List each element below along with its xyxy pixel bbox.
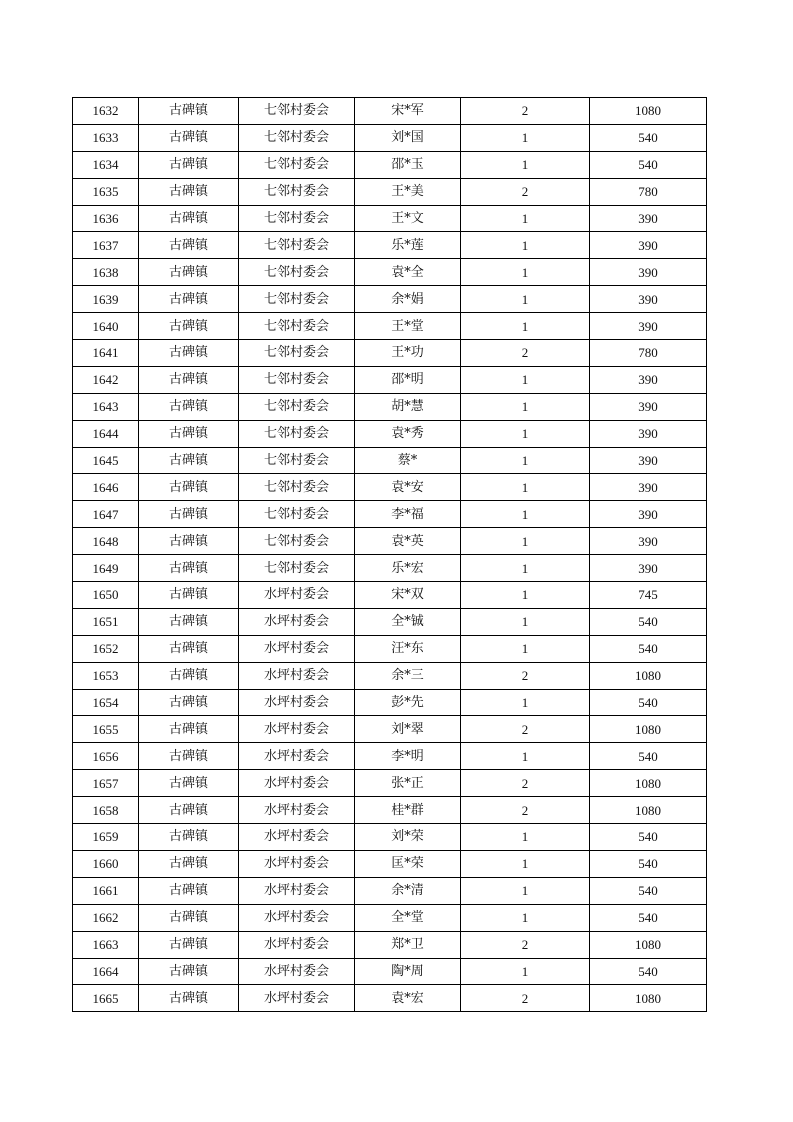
cell-row-number: 1655 — [73, 716, 139, 743]
cell-village-committee: 水坪村委会 — [239, 877, 355, 904]
cell-household-count: 1 — [461, 824, 590, 851]
cell-household-count: 1 — [461, 393, 590, 420]
cell-town-name: 古碑镇 — [139, 850, 239, 877]
cell-amount: 390 — [590, 205, 707, 232]
cell-row-number: 1637 — [73, 232, 139, 259]
cell-household-count: 1 — [461, 286, 590, 313]
table-row — [73, 259, 707, 286]
cell-town-name: 古碑镇 — [139, 232, 239, 259]
cell-town-name: 古碑镇 — [139, 528, 239, 555]
cell-town-name: 古碑镇 — [139, 743, 239, 770]
cell-person-name: 袁*英 — [355, 528, 461, 555]
cell-row-number: 1648 — [73, 528, 139, 555]
cell-household-count: 2 — [461, 178, 590, 205]
cell-household-count: 1 — [461, 904, 590, 931]
cell-amount: 390 — [590, 474, 707, 501]
cell-town-name: 古碑镇 — [139, 958, 239, 985]
cell-household-count: 1 — [461, 528, 590, 555]
cell-household-count: 2 — [461, 662, 590, 689]
cell-village-committee: 水坪村委会 — [239, 608, 355, 635]
cell-row-number: 1635 — [73, 178, 139, 205]
cell-person-name: 刘*荣 — [355, 824, 461, 851]
cell-village-committee: 七邻村委会 — [239, 447, 355, 474]
cell-row-number: 1639 — [73, 286, 139, 313]
cell-household-count: 1 — [461, 205, 590, 232]
table-row — [73, 447, 707, 474]
table-row — [73, 582, 707, 609]
cell-row-number: 1634 — [73, 151, 139, 178]
cell-amount: 390 — [590, 555, 707, 582]
cell-amount: 390 — [590, 528, 707, 555]
cell-village-committee: 七邻村委会 — [239, 259, 355, 286]
cell-person-name: 宋*军 — [355, 98, 461, 125]
cell-row-number: 1651 — [73, 608, 139, 635]
cell-village-committee: 七邻村委会 — [239, 366, 355, 393]
cell-amount: 390 — [590, 259, 707, 286]
cell-row-number: 1653 — [73, 662, 139, 689]
cell-town-name: 古碑镇 — [139, 474, 239, 501]
cell-household-count: 1 — [461, 232, 590, 259]
cell-row-number: 1636 — [73, 205, 139, 232]
cell-amount: 1080 — [590, 770, 707, 797]
cell-amount: 780 — [590, 178, 707, 205]
cell-amount: 540 — [590, 850, 707, 877]
table-row — [73, 716, 707, 743]
cell-town-name: 古碑镇 — [139, 393, 239, 420]
cell-amount: 540 — [590, 635, 707, 662]
cell-household-count: 1 — [461, 474, 590, 501]
cell-town-name: 古碑镇 — [139, 662, 239, 689]
table-row — [73, 340, 707, 367]
cell-amount: 390 — [590, 447, 707, 474]
cell-village-committee: 水坪村委会 — [239, 689, 355, 716]
cell-row-number: 1638 — [73, 259, 139, 286]
cell-town-name: 古碑镇 — [139, 366, 239, 393]
table-row — [73, 958, 707, 985]
cell-amount: 540 — [590, 904, 707, 931]
cell-town-name: 古碑镇 — [139, 824, 239, 851]
cell-village-committee: 水坪村委会 — [239, 985, 355, 1012]
cell-person-name: 袁*全 — [355, 259, 461, 286]
cell-household-count: 1 — [461, 958, 590, 985]
cell-village-committee: 七邻村委会 — [239, 501, 355, 528]
cell-household-count: 1 — [461, 420, 590, 447]
cell-town-name: 古碑镇 — [139, 124, 239, 151]
table-row — [73, 824, 707, 851]
table-row — [73, 205, 707, 232]
cell-household-count: 2 — [461, 797, 590, 824]
cell-village-committee: 水坪村委会 — [239, 904, 355, 931]
cell-amount: 745 — [590, 582, 707, 609]
cell-town-name: 古碑镇 — [139, 985, 239, 1012]
table-row — [73, 528, 707, 555]
cell-person-name: 桂*群 — [355, 797, 461, 824]
table-row — [73, 232, 707, 259]
cell-amount: 390 — [590, 393, 707, 420]
cell-amount: 540 — [590, 743, 707, 770]
cell-person-name: 袁*安 — [355, 474, 461, 501]
cell-amount: 540 — [590, 877, 707, 904]
cell-town-name: 古碑镇 — [139, 904, 239, 931]
cell-village-committee: 水坪村委会 — [239, 797, 355, 824]
cell-household-count: 1 — [461, 877, 590, 904]
cell-person-name: 张*正 — [355, 770, 461, 797]
table-row — [73, 931, 707, 958]
cell-town-name: 古碑镇 — [139, 635, 239, 662]
cell-household-count: 1 — [461, 313, 590, 340]
cell-person-name: 陶*周 — [355, 958, 461, 985]
cell-town-name: 古碑镇 — [139, 716, 239, 743]
table-row — [73, 98, 707, 125]
cell-amount: 390 — [590, 366, 707, 393]
cell-town-name: 古碑镇 — [139, 608, 239, 635]
data-table — [72, 97, 707, 1012]
cell-row-number: 1665 — [73, 985, 139, 1012]
cell-village-committee: 水坪村委会 — [239, 716, 355, 743]
cell-village-committee: 水坪村委会 — [239, 824, 355, 851]
cell-row-number: 1660 — [73, 850, 139, 877]
table-row — [73, 555, 707, 582]
cell-amount: 390 — [590, 286, 707, 313]
cell-person-name: 王*堂 — [355, 313, 461, 340]
cell-town-name: 古碑镇 — [139, 259, 239, 286]
cell-person-name: 乐*莲 — [355, 232, 461, 259]
cell-amount: 540 — [590, 958, 707, 985]
cell-amount: 1080 — [590, 716, 707, 743]
table-body — [73, 98, 707, 1012]
cell-household-count: 2 — [461, 931, 590, 958]
cell-row-number: 1663 — [73, 931, 139, 958]
cell-village-committee: 水坪村委会 — [239, 743, 355, 770]
cell-person-name: 全*铖 — [355, 608, 461, 635]
cell-person-name: 李*明 — [355, 743, 461, 770]
table-row — [73, 904, 707, 931]
cell-town-name: 古碑镇 — [139, 447, 239, 474]
cell-person-name: 王*美 — [355, 178, 461, 205]
cell-row-number: 1644 — [73, 420, 139, 447]
table-row — [73, 501, 707, 528]
cell-village-committee: 七邻村委会 — [239, 340, 355, 367]
cell-village-committee: 七邻村委会 — [239, 313, 355, 340]
cell-row-number: 1646 — [73, 474, 139, 501]
cell-town-name: 古碑镇 — [139, 770, 239, 797]
cell-person-name: 郑*卫 — [355, 931, 461, 958]
cell-amount: 390 — [590, 420, 707, 447]
cell-row-number: 1654 — [73, 689, 139, 716]
table-row — [73, 743, 707, 770]
cell-town-name: 古碑镇 — [139, 205, 239, 232]
cell-row-number: 1649 — [73, 555, 139, 582]
cell-person-name: 邵*玉 — [355, 151, 461, 178]
cell-household-count: 1 — [461, 259, 590, 286]
cell-person-name: 乐*宏 — [355, 555, 461, 582]
cell-row-number: 1657 — [73, 770, 139, 797]
table-row — [73, 393, 707, 420]
cell-amount: 1080 — [590, 985, 707, 1012]
cell-town-name: 古碑镇 — [139, 797, 239, 824]
cell-town-name: 古碑镇 — [139, 555, 239, 582]
cell-town-name: 古碑镇 — [139, 178, 239, 205]
cell-person-name: 胡*慧 — [355, 393, 461, 420]
cell-town-name: 古碑镇 — [139, 98, 239, 125]
cell-person-name: 邵*明 — [355, 366, 461, 393]
cell-person-name: 余*三 — [355, 662, 461, 689]
cell-amount: 390 — [590, 232, 707, 259]
table-row — [73, 877, 707, 904]
cell-person-name: 刘*翠 — [355, 716, 461, 743]
table-row — [73, 366, 707, 393]
cell-household-count: 1 — [461, 124, 590, 151]
cell-row-number: 1632 — [73, 98, 139, 125]
cell-person-name: 袁*宏 — [355, 985, 461, 1012]
cell-row-number: 1662 — [73, 904, 139, 931]
cell-village-committee: 七邻村委会 — [239, 286, 355, 313]
table-row — [73, 420, 707, 447]
cell-village-committee: 七邻村委会 — [239, 555, 355, 582]
cell-amount: 540 — [590, 608, 707, 635]
cell-town-name: 古碑镇 — [139, 286, 239, 313]
cell-village-committee: 七邻村委会 — [239, 178, 355, 205]
cell-row-number: 1640 — [73, 313, 139, 340]
cell-village-committee: 七邻村委会 — [239, 393, 355, 420]
cell-row-number: 1647 — [73, 501, 139, 528]
cell-row-number: 1641 — [73, 340, 139, 367]
cell-town-name: 古碑镇 — [139, 340, 239, 367]
cell-town-name: 古碑镇 — [139, 877, 239, 904]
cell-village-committee: 水坪村委会 — [239, 770, 355, 797]
table-row — [73, 608, 707, 635]
cell-amount: 540 — [590, 151, 707, 178]
cell-person-name: 匡*荣 — [355, 850, 461, 877]
cell-village-committee: 七邻村委会 — [239, 151, 355, 178]
cell-village-committee: 水坪村委会 — [239, 850, 355, 877]
cell-town-name: 古碑镇 — [139, 420, 239, 447]
cell-row-number: 1661 — [73, 877, 139, 904]
cell-person-name: 王*文 — [355, 205, 461, 232]
table-row — [73, 124, 707, 151]
cell-household-count: 1 — [461, 689, 590, 716]
table-row — [73, 689, 707, 716]
cell-person-name: 汪*东 — [355, 635, 461, 662]
table-row — [73, 797, 707, 824]
cell-village-committee: 七邻村委会 — [239, 474, 355, 501]
table-row — [73, 313, 707, 340]
cell-household-count: 1 — [461, 366, 590, 393]
cell-household-count: 1 — [461, 151, 590, 178]
cell-household-count: 1 — [461, 447, 590, 474]
cell-row-number: 1652 — [73, 635, 139, 662]
cell-row-number: 1658 — [73, 797, 139, 824]
table-row — [73, 178, 707, 205]
cell-household-count: 1 — [461, 743, 590, 770]
cell-village-committee: 七邻村委会 — [239, 98, 355, 125]
cell-household-count: 1 — [461, 635, 590, 662]
table-row — [73, 286, 707, 313]
cell-household-count: 2 — [461, 985, 590, 1012]
cell-person-name: 全*堂 — [355, 904, 461, 931]
cell-person-name: 刘*国 — [355, 124, 461, 151]
cell-town-name: 古碑镇 — [139, 313, 239, 340]
cell-amount: 780 — [590, 340, 707, 367]
cell-row-number: 1659 — [73, 824, 139, 851]
cell-row-number: 1664 — [73, 958, 139, 985]
cell-village-committee: 七邻村委会 — [239, 124, 355, 151]
cell-village-committee: 七邻村委会 — [239, 232, 355, 259]
table-row — [73, 151, 707, 178]
cell-amount: 540 — [590, 124, 707, 151]
cell-amount: 1080 — [590, 98, 707, 125]
cell-person-name: 王*功 — [355, 340, 461, 367]
cell-amount: 1080 — [590, 797, 707, 824]
cell-household-count: 1 — [461, 850, 590, 877]
cell-village-committee: 七邻村委会 — [239, 205, 355, 232]
cell-person-name: 李*福 — [355, 501, 461, 528]
cell-person-name: 余*娟 — [355, 286, 461, 313]
cell-town-name: 古碑镇 — [139, 501, 239, 528]
cell-household-count: 1 — [461, 582, 590, 609]
table-row — [73, 662, 707, 689]
cell-village-committee: 水坪村委会 — [239, 582, 355, 609]
cell-village-committee: 七邻村委会 — [239, 528, 355, 555]
cell-town-name: 古碑镇 — [139, 582, 239, 609]
cell-person-name: 宋*双 — [355, 582, 461, 609]
cell-village-committee: 水坪村委会 — [239, 635, 355, 662]
cell-row-number: 1645 — [73, 447, 139, 474]
cell-village-committee: 水坪村委会 — [239, 958, 355, 985]
cell-household-count: 1 — [461, 608, 590, 635]
table-row — [73, 850, 707, 877]
cell-amount: 1080 — [590, 662, 707, 689]
table-row — [73, 635, 707, 662]
cell-household-count: 2 — [461, 770, 590, 797]
cell-person-name: 袁*秀 — [355, 420, 461, 447]
cell-amount: 390 — [590, 313, 707, 340]
table-row — [73, 985, 707, 1012]
cell-village-committee: 七邻村委会 — [239, 420, 355, 447]
cell-amount: 1080 — [590, 931, 707, 958]
table-row — [73, 770, 707, 797]
cell-village-committee: 水坪村委会 — [239, 931, 355, 958]
cell-row-number: 1656 — [73, 743, 139, 770]
cell-amount: 540 — [590, 689, 707, 716]
cell-row-number: 1643 — [73, 393, 139, 420]
cell-row-number: 1642 — [73, 366, 139, 393]
cell-row-number: 1633 — [73, 124, 139, 151]
cell-amount: 540 — [590, 824, 707, 851]
cell-town-name: 古碑镇 — [139, 931, 239, 958]
table-row — [73, 474, 707, 501]
cell-village-committee: 水坪村委会 — [239, 662, 355, 689]
cell-town-name: 古碑镇 — [139, 689, 239, 716]
cell-household-count: 2 — [461, 98, 590, 125]
cell-row-number: 1650 — [73, 582, 139, 609]
cell-household-count: 2 — [461, 716, 590, 743]
cell-household-count: 2 — [461, 340, 590, 367]
cell-amount: 390 — [590, 501, 707, 528]
cell-household-count: 1 — [461, 501, 590, 528]
cell-person-name: 蔡* — [355, 447, 461, 474]
cell-person-name: 余*清 — [355, 877, 461, 904]
cell-town-name: 古碑镇 — [139, 151, 239, 178]
cell-household-count: 1 — [461, 555, 590, 582]
cell-person-name: 彭*先 — [355, 689, 461, 716]
